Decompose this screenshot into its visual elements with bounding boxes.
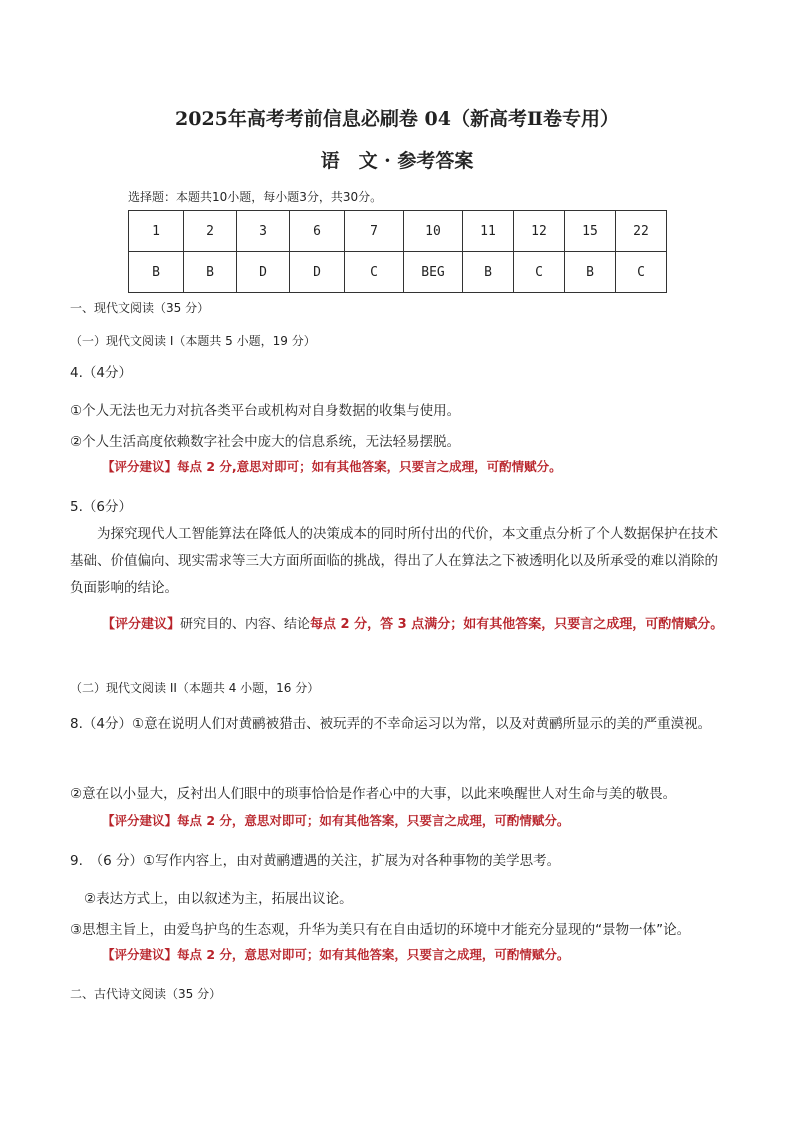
page-title: 2025年高考考前信息必刷卷 04（新高考Ⅱ卷专用） — [175, 108, 619, 130]
answer-cell: B — [463, 252, 514, 293]
question-number: 1 — [129, 211, 184, 252]
question-number: 22 — [616, 211, 667, 252]
q4-scoring-note — [102, 457, 562, 475]
section2-heading: 二、古代诗文阅读（35 分） — [70, 987, 222, 1001]
scoring-tag: 【评分建议】 — [102, 947, 178, 962]
q8-scoring-note — [102, 811, 569, 829]
q5-answer: 为探究现代人工智能算法在降低人的决策成本的同时所付出的代价，本文重点分析了个人数据保护在技术基础、价值偏向、现实需求等三大方面所面临的挑战，得出了人在算法之下被透明化以及所承受的难以消除的负面影响的结论。 — [70, 526, 718, 596]
scoring-plain-text: 研究目的、内容、结论 — [180, 617, 311, 632]
answer-cell: B — [129, 252, 184, 293]
answer-cell: B — [184, 252, 237, 293]
q9-label: 9. （6 分） — [70, 853, 144, 869]
q9-scoring-note — [102, 945, 569, 963]
question-number: 11 — [463, 211, 514, 252]
answer-cell: D — [290, 252, 345, 293]
q5-scoring-note — [70, 607, 730, 643]
section1-heading: 一、现代文阅读（35 分） — [70, 301, 210, 315]
scoring-text: 每点 2 分，意思对即可；如有其他答案，只要言之成理，可酌情赋分。 — [177, 947, 570, 962]
q9-answer-1-text: ①写作内容上，由对黄鹂遭遇的关注，扩展为对各种事物的美学思考。 — [143, 853, 561, 869]
question-number: 15 — [565, 211, 616, 252]
question-number: 7 — [345, 211, 404, 252]
question-number-row — [129, 211, 667, 252]
answer-row — [129, 252, 667, 293]
scoring-tag: 【评分建议】 — [102, 459, 178, 474]
question-number: 2 — [184, 211, 237, 252]
question-number: 12 — [514, 211, 565, 252]
question-number: 6 — [290, 211, 345, 252]
q8-label: 8.（4分） — [70, 716, 132, 732]
q4-answer-1: ①个人无法也无力对抗各类平台或机构对自身数据的收集与使用。 — [70, 403, 461, 419]
part1-heading: （一）现代文阅读 I（本题共 5 小题，19 分） — [70, 334, 316, 348]
scoring-text: 每点 2 分，意思对即可；如有其他答案，只要言之成理，可酌情赋分。 — [177, 813, 570, 828]
page-subtitle: 语 文 · 参考答案 — [320, 150, 474, 172]
answer-cell: C — [616, 252, 667, 293]
answer-cell: D — [237, 252, 290, 293]
q8-answer-1 — [70, 708, 730, 741]
q9-answer-1 — [70, 849, 560, 869]
q8-answer-2: ②意在以小显大，反衬出人们眼中的琐事恰恰是作者心中的大事，以此来唤醒世人对生命与美的敬畏。 — [70, 786, 677, 802]
scoring-tag: 【评分建议】 — [102, 617, 181, 632]
answer-cell: C — [345, 252, 404, 293]
question-number: 10 — [404, 211, 463, 252]
q9-answer-2: ②表达方式上，由以叙述为主，拓展出议论。 — [84, 891, 353, 907]
answer-cell: B — [565, 252, 616, 293]
q9-answer-3: ③思想主旨上，由爱鸟护鸟的生态观，升华为美只有在自由适切的环境中才能充分显现的“景物一体”论。 — [70, 922, 691, 938]
answer-table — [128, 210, 667, 293]
answer-cell: C — [514, 252, 565, 293]
scoring-tag: 【评分建议】 — [102, 813, 178, 828]
q5-label: 5.（6分） — [70, 499, 132, 515]
q4-label: 4.（4分） — [70, 365, 132, 381]
scoring-text: 每点 2 分，答 3 点满分；如有其他答案，只要言之成理，可酌情赋分。 — [310, 617, 724, 632]
q8-answer-1-text: ①意在说明人们对黄鹂被猎击、被玩弄的不幸命运习以为常，以及对黄鹂所显示的美的严重漠视。 — [131, 716, 712, 732]
question-number: 3 — [237, 211, 290, 252]
q4-answer-2: ②个人生活高度依赖数字社会中庞大的信息系统，无法轻易摆脱。 — [70, 434, 461, 450]
choice-intro: 选择题：本题共10小题，每小题3分，共30分。 — [128, 190, 383, 204]
answer-cell: BEG — [404, 252, 463, 293]
scoring-text: 每点 2 分,意思对即可；如有其他答案，只要言之成理，可酌情赋分。 — [177, 459, 562, 474]
part2-heading: （二）现代文阅读 II（本题共 4 小题，16 分） — [70, 681, 320, 695]
